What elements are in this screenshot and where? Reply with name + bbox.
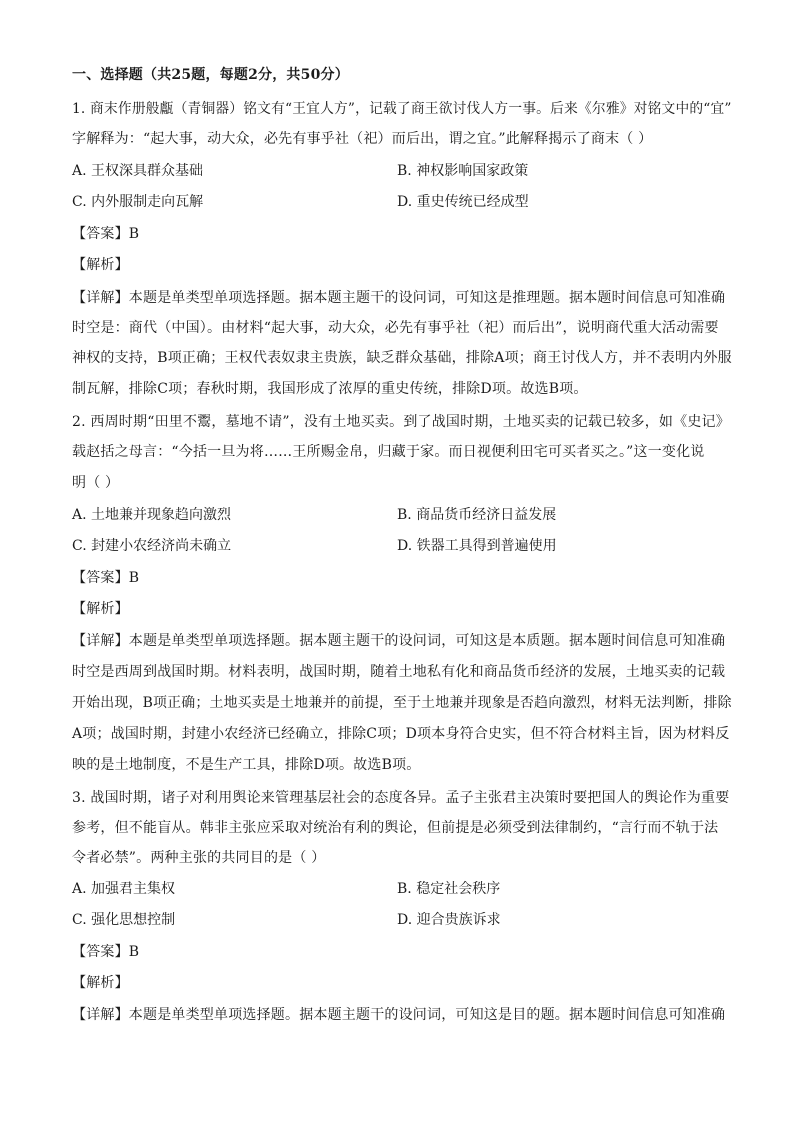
q3-option-b: B. 稳定社会秩序 [397,881,501,897]
q1-stem-line-2: 字解释为：“起大事，动大众，必先有事乎社（祀）而后出，谓之宜。”此解释揭示了商末（ ） [72,131,653,147]
q3-option-d: D. 迎合贵族诉求 [397,912,501,928]
q3-detail-line-1: 【详解】本题是单类型单项选择题。据本题主题干的设问词，可知这是目的题。据本题时间信息可知准确 [72,1007,726,1023]
q3-option-a: A. 加强君主集权 [72,881,176,897]
q1-option-a: A. 王权深具群众基础 [72,163,204,179]
section-title: 一、选择题（共25题，每题2分，共50分） [72,67,349,83]
q2-option-a: A. 土地兼并现象趋向激烈 [72,507,232,523]
q2-detail-line-5: 映的是土地制度，不是生产工具，排除D项。故选B项。 [72,757,421,773]
q1-detail-line-3: 神权的支持，B项正确；王权代表奴隶主贵族，缺乏群众基础，排除A项；商王讨伐人方，并不表明内外服 [72,350,732,366]
q3-option-c: C. 强化思想控制 [72,912,176,928]
q2-option-d: D. 铁器工具得到普遍使用 [397,538,557,554]
q1-option-b: B. 神权影响国家政策 [397,163,529,179]
q2-stem-line-1: 2. 西周时期“田里不鬻，墓地不请”，没有土地买卖。到了战国时期，土地买卖的记载已较多，如《史记》 [72,414,730,430]
q1-answer: 【答案】B [72,226,140,242]
q1-option-d: D. 重史传统已经成型 [397,194,529,210]
q3-answer: 【答案】B [72,944,140,960]
q2-detail-line-3: 开始出现，B项正确；土地买卖是土地兼并的前提，至于土地兼并现象是否趋向激烈，材料无法判断，排除 [72,695,732,711]
q2-option-b: B. 商品货币经济日益发展 [397,507,557,523]
q1-stem-line-1: 1. 商末作册般甗（青铜器）铭文有“王宜人方”，记载了商王欲讨伐人方一事。后来《尔雅》对铭文中的“宜” [72,101,732,117]
q2-stem-line-2: 载赵括之母言：“今括一旦为将……王所赐金帛，归藏于家。而日视便利田宅可买者买之。”这一变化说 [72,444,705,460]
q1-option-c: C. 内外服制走向瓦解 [72,194,204,210]
q2-stem-line-3: 明（ ） [72,475,120,491]
q3-analysis-label: 【解析】 [72,975,129,991]
q1-analysis-label: 【解析】 [72,257,129,273]
q2-analysis-label: 【解析】 [72,601,129,617]
q3-stem-line-3: 令者必禁”。两种主张的共同目的是（ ） [72,850,326,866]
q1-detail-line-4: 制瓦解，排除C项；春秋时期，我国形成了浓厚的重史传统，排除D项。故选B项。 [72,381,588,397]
q3-stem-line-1: 3. 战国时期，诸子对利用舆论来管理基层社会的态度各异。孟子主张君主决策时要把国人的舆论作为重要 [72,790,730,806]
q2-detail-line-4: A项；战国时期，封建小农经济已经确立，排除C项；D项本身符合史实，但不符合材料主旨，因为材料反 [72,726,730,742]
q2-detail-line-2: 时空是西周到战国时期。材料表明，战国时期，随着土地私有化和商品货币经济的发展，土地买卖的记载 [72,664,726,680]
q2-answer: 【答案】B [72,570,140,586]
q1-detail-line-2: 时空是：商代（中国）。由材料“起大事，动大众，必先有事乎社（祀）而后出”，说明商代重大活动需要 [72,320,719,336]
q2-detail-line-1: 【详解】本题是单类型单项选择题。据本题主题干的设问词，可知这是本质题。据本题时间信息可知准确 [72,633,726,649]
q2-option-c: C. 封建小农经济尚未确立 [72,538,232,554]
q1-detail-line-1: 【详解】本题是单类型单项选择题。据本题主题干的设问词，可知这是推理题。据本题时间信息可知准确 [72,290,726,306]
q3-stem-line-2: 参考，但不能盲从。韩非主张应采取对统治有利的舆论，但前提是必须受到法律制约，“言行而不轨于法 [72,820,719,836]
